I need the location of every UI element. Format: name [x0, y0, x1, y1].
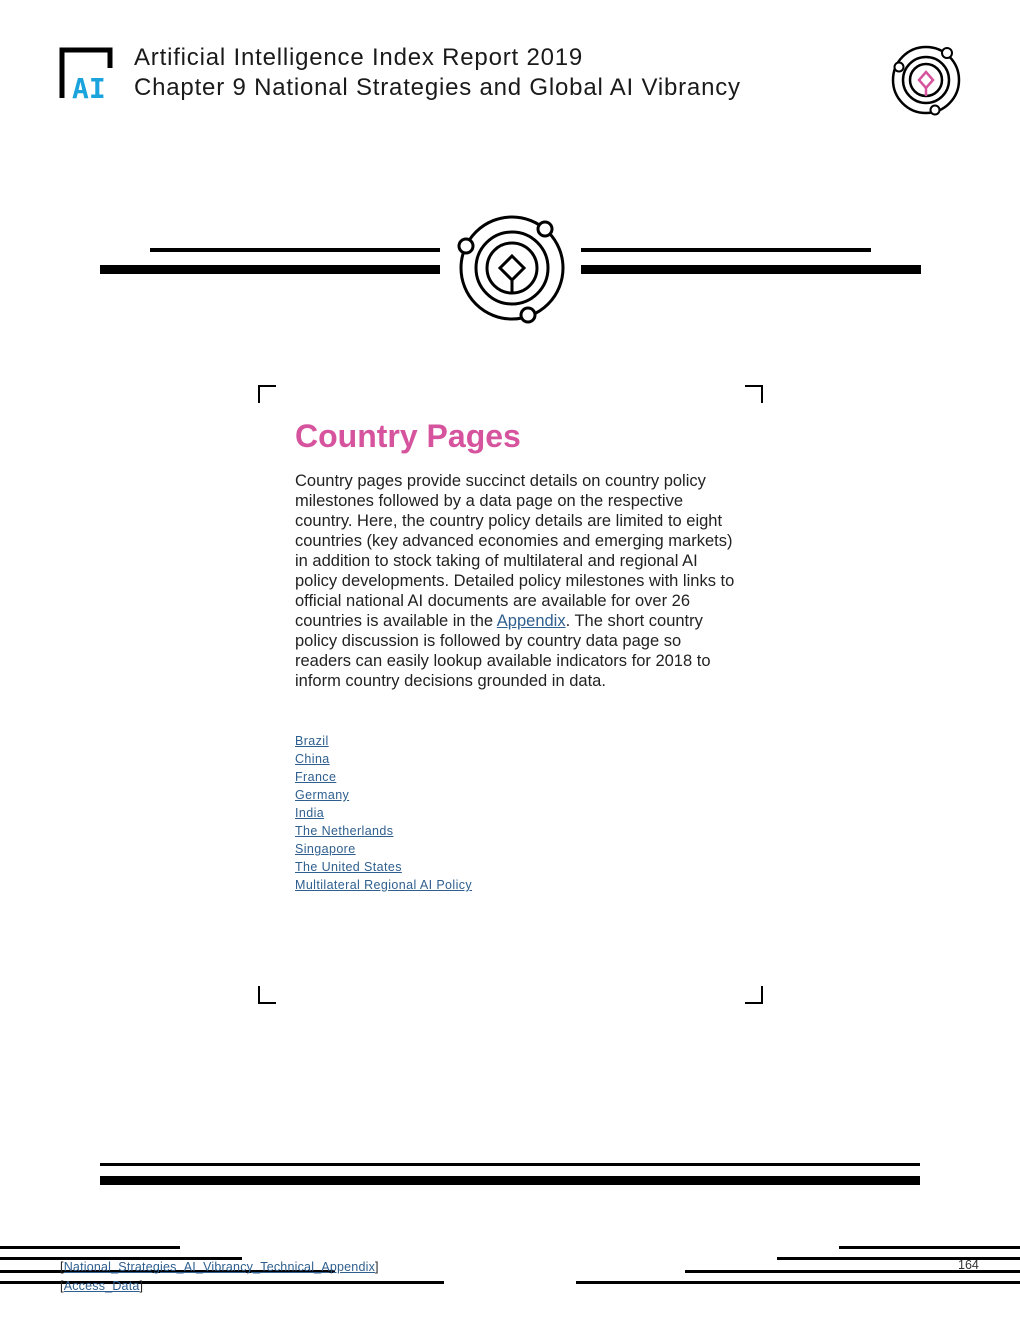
access-data-link[interactable]: Access_Data — [63, 1279, 140, 1293]
intro-paragraph — [295, 471, 735, 691]
bracket: [ — [60, 1279, 64, 1293]
technical-appendix-link[interactable]: National_Strategies_AI_Vibrancy_Technical_Appendix — [63, 1260, 376, 1274]
country-link-india[interactable]: India — [295, 806, 325, 820]
corner-bracket — [258, 385, 276, 403]
country-link-united-states[interactable]: The United States — [295, 860, 402, 874]
corner-bracket — [258, 986, 276, 1004]
corner-bracket — [745, 385, 763, 403]
bracket: ] — [375, 1260, 379, 1274]
country-link-china[interactable]: China — [295, 752, 330, 766]
ai-index-logo — [58, 44, 122, 104]
footer-line — [839, 1246, 1020, 1249]
page-title: Country Pages — [295, 418, 521, 454]
logo-text: AI — [72, 72, 106, 104]
orbit-emblem-icon — [888, 42, 964, 118]
report-title — [134, 43, 741, 103]
country-link-brazil[interactable]: Brazil — [295, 734, 329, 748]
footer-line — [576, 1281, 1020, 1284]
intro-text: . The short country policy discussion is followed by country data page so readers can easily lookup available indicators for 2018 to inform country decisions grounded in data. — [295, 612, 711, 690]
divider-line — [100, 265, 440, 274]
country-link-france[interactable]: France — [295, 770, 337, 784]
bracket: [ — [60, 1260, 64, 1274]
divider-line — [100, 1163, 920, 1166]
page-number: 164 — [958, 1258, 979, 1272]
footer-line — [0, 1246, 180, 1249]
report-title-line: Artificial Intelligence Index Report 2019 — [134, 44, 584, 71]
bracket: ] — [139, 1279, 144, 1293]
country-link-list — [295, 732, 472, 894]
country-link-multilateral[interactable]: Multilateral Regional AI Policy — [295, 878, 473, 892]
divider-line — [150, 248, 440, 252]
appendix-link[interactable]: Appendix — [496, 612, 566, 630]
divider-line — [581, 265, 921, 274]
divider-line — [581, 248, 871, 252]
country-link-germany[interactable]: Germany — [295, 788, 350, 802]
country-link-singapore[interactable]: Singapore — [295, 842, 356, 856]
footer-links — [60, 1258, 379, 1296]
intro-text: Country pages provide succinct details on country policy milestones followed by a data page on the respective country. Here, the country policy details are limited to eight countries (key advanced economies and emerging markets) in addition to stock taking of multilateral and regional AI policy developments. Detailed policy milestones with links to official national AI documents are available for over 26 countries is available in the — [295, 472, 735, 630]
orbit-emblem-icon — [452, 212, 572, 328]
footer-line — [777, 1257, 1020, 1260]
chapter-title: Chapter 9 National Strategies and Global AI Vibrancy — [134, 74, 741, 101]
divider-line — [100, 1176, 920, 1185]
corner-bracket — [745, 986, 763, 1004]
country-link-netherlands[interactable]: The Netherlands — [295, 824, 394, 838]
